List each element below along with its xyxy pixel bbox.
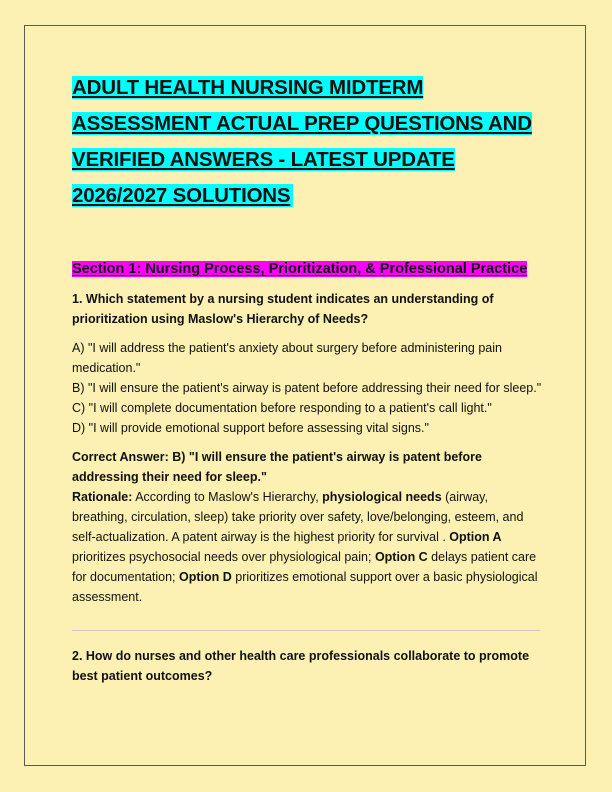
rationale-option-a: Option A — [449, 530, 502, 544]
option-d: D) "I will provide emotional support before assessing vital signs." — [72, 421, 429, 435]
rationale-text-4: delays patient care for documentation; — [72, 550, 537, 584]
rationale-text-3: prioritizes psychosocial needs over physiological pain; — [72, 550, 375, 564]
document-title — [72, 70, 542, 214]
question-1-stem: 1. Which statement by a nursing student indicates an understanding of prioritization using Maslow's Hierarchy of Needs? — [72, 292, 494, 326]
correct-answer: Correct Answer: B) "I will ensure the patient's airway is patent before addressing their need for sleep." — [72, 450, 482, 484]
rationale-option-d: Option D — [179, 570, 232, 584]
rationale-option-c: Option C — [374, 550, 428, 564]
rationale-emphasis-physiological-needs: physiological needs — [322, 490, 442, 504]
section-heading-text: Section 1: Nursing Process, Prioritization, & Professional Practice — [72, 261, 528, 277]
question-divider — [72, 630, 540, 631]
rationale-text-2: (airway, breathing, circulation, sleep) take priority over safety, love/belonging, esteem, and self-actualization. A patent airway is the highest priority for survival . — [72, 490, 524, 544]
option-b: B) "I will ensure the patient's airway is patent before addressing their need for sleep." — [72, 381, 542, 395]
rationale-text-5: prioritizes emotional support over a basic physiological assessment. — [72, 570, 538, 604]
rationale-text-1: According to Maslow's Hierarchy, — [132, 490, 323, 504]
option-a: A) "I will address the patient's anxiety about surgery before administering pain medication." — [72, 341, 502, 375]
option-c: C) "I will complete documentation before responding to a patient's call light." — [72, 401, 492, 415]
rationale-label: Rationale: — [72, 490, 133, 504]
question-1-options — [72, 338, 542, 438]
question-2-stem: 2. How do nurses and other health care professionals collaborate to promote best patient outcomes? — [72, 649, 530, 683]
rationale — [72, 487, 542, 607]
section-heading — [72, 258, 542, 280]
document-body — [72, 70, 542, 686]
document-title-text: ADULT HEALTH NURSING MIDTERM ASSESSMENT ACTUAL PREP QUESTIONS AND VERIFIED ANSWERS - LATEST UPDATE 2026/2027 SOLUTIONS — [72, 76, 532, 207]
